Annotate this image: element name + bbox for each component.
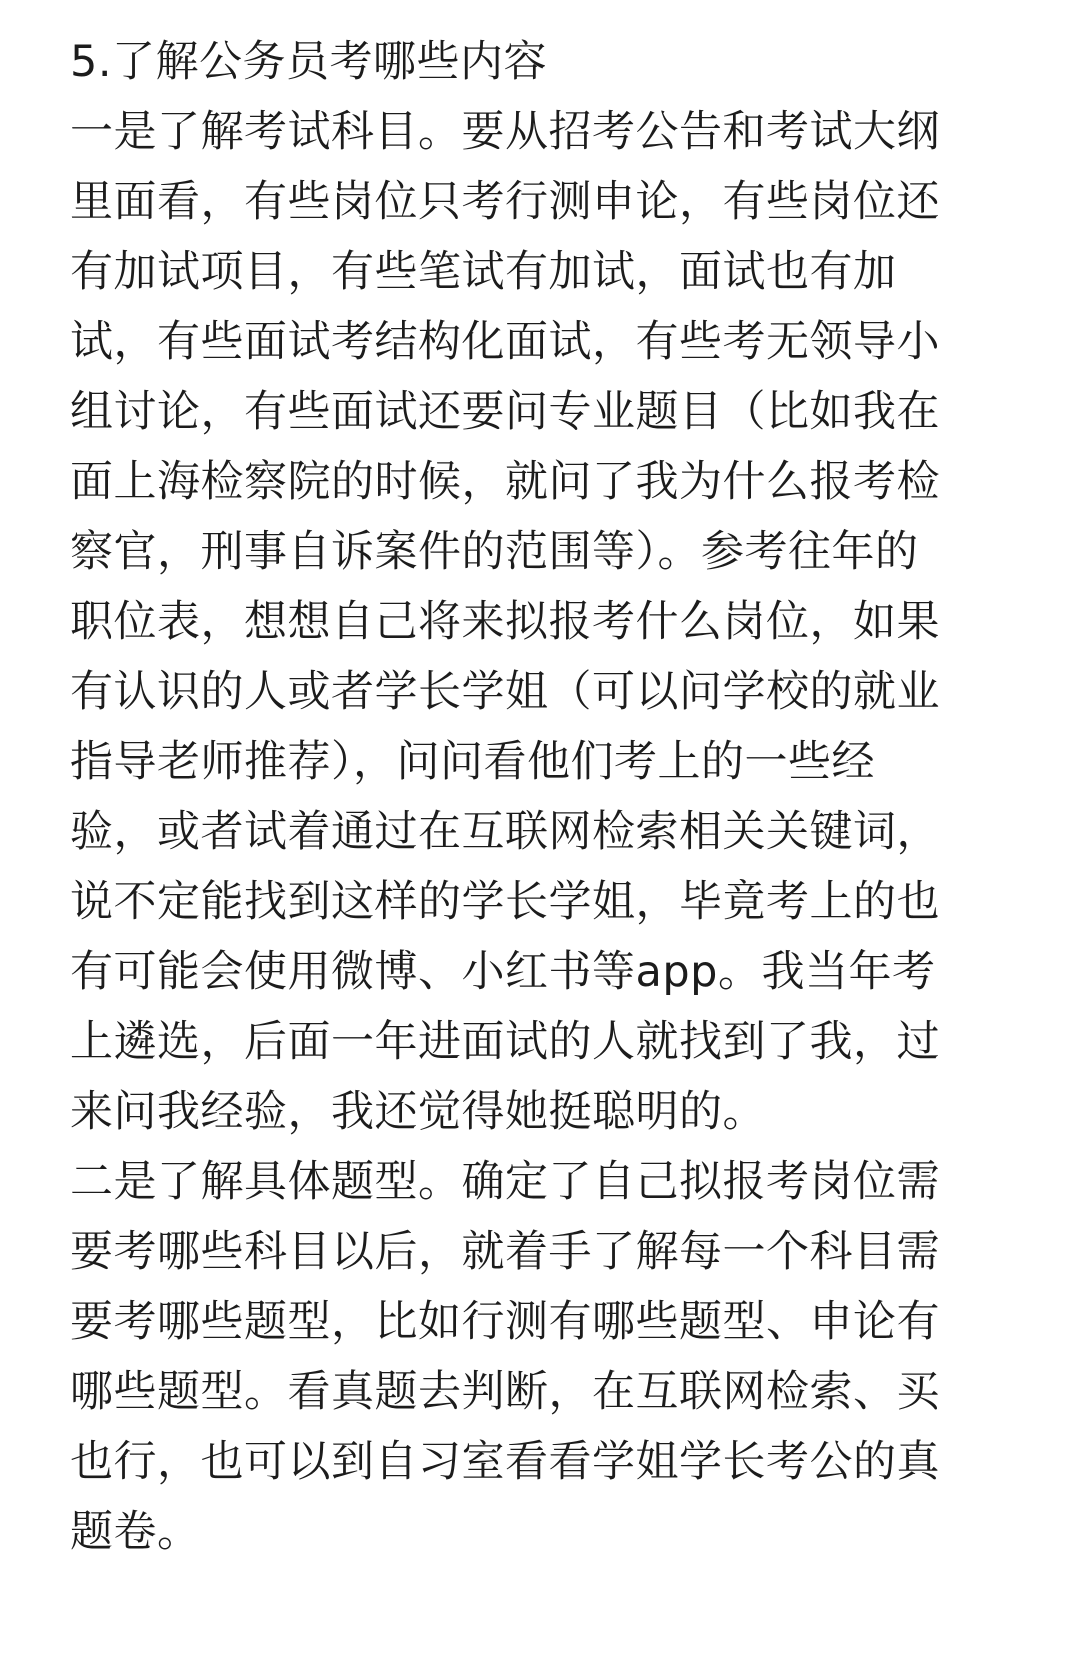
text-line: 一是了解考试科目。要从招考公告和考试大纲 (70, 107, 940, 157)
text-line: 组讨论，有些面试还要问专业题目（比如我在 (70, 387, 940, 437)
text-line: 要考哪些科目以后，就着手了解每一个科目需 (70, 1227, 940, 1277)
article-text (70, 27, 1025, 1567)
text-line: 说不定能找到这样的学长学姐，毕竟考上的也 (70, 877, 940, 927)
text-line: 二是了解具体题型。确定了自己拟报考岗位需 (70, 1157, 940, 1207)
text-line: 哪些题型。看真题去判断，在互联网检索、买 (70, 1367, 940, 1417)
text-line: 有可能会使用微博、小红书等app。我当年考 (70, 947, 936, 997)
text-line: 上遴选，后面一年进面试的人就找到了我，过 (70, 1017, 940, 1067)
text-line: 也行，也可以到自习室看看学姐学长考公的真 (70, 1437, 940, 1487)
text-line: 有认识的人或者学长学姐（可以问学校的就业 (70, 667, 940, 717)
text-line: 里面看，有些岗位只考行测申论，有些岗位还 (70, 177, 940, 227)
text-line: 察官，刑事自诉案件的范围等）。参考往年的 (70, 527, 919, 577)
text-line: 职位表，想想自己将来拟报考什么岗位，如果 (70, 597, 940, 647)
text-line: 有加试项目，有些笔试有加试，面试也有加 (70, 247, 897, 297)
text-line: 题卷。 (70, 1507, 201, 1557)
text-line: 面上海检察院的时候，就问了我为什么报考检 (70, 457, 940, 507)
text-line: 来问我经验，我还觉得她挺聪明的。 (70, 1087, 766, 1137)
text-line: 要考哪些题型，比如行测有哪些题型、申论有 (70, 1297, 940, 1347)
text-line: 试，有些面试考结构化面试，有些考无领导小 (70, 317, 940, 367)
heading-line: 5.了解公务员考哪些内容 (70, 37, 548, 87)
text-line: 验，或者试着通过在互联网检索相关关键词， (70, 807, 940, 857)
text-line: 指导老师推荐），问问看他们考上的一些经 (70, 737, 875, 787)
